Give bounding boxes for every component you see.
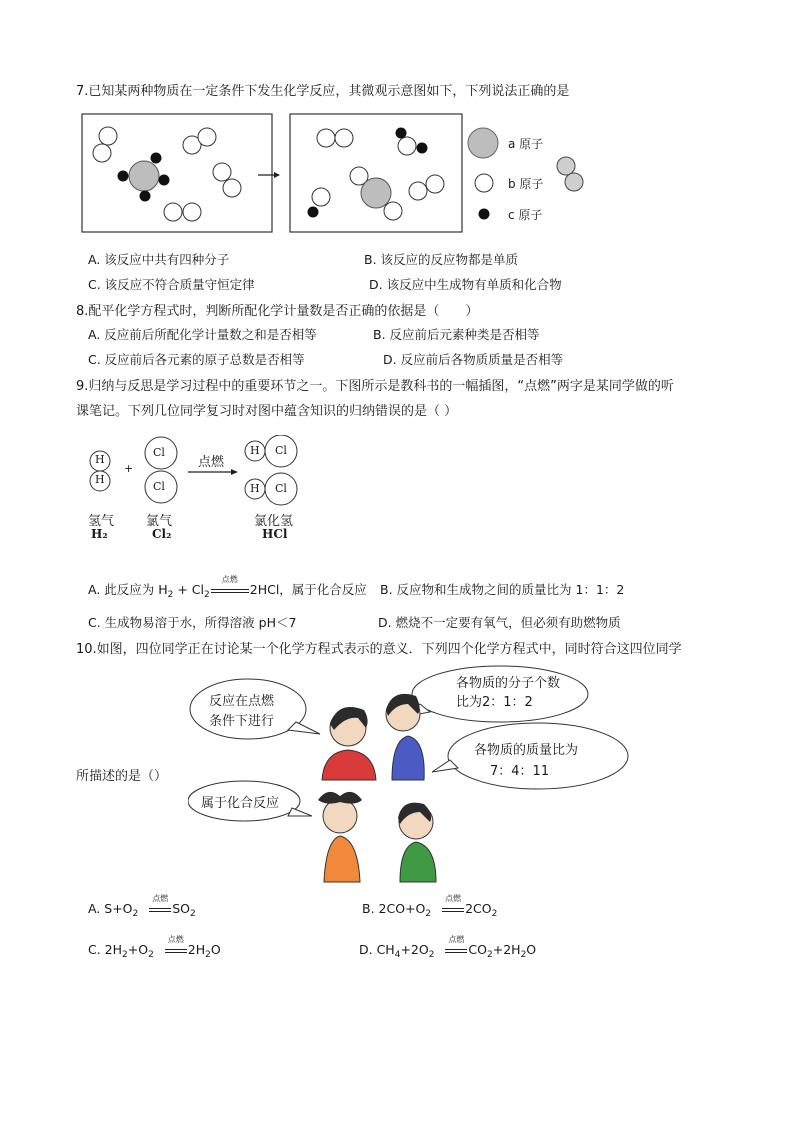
option-text: B. 2CO+O	[362, 901, 426, 916]
q7-option-c[interactable]: C. 该反应不符合质量守恒定律	[88, 277, 255, 292]
option-text: +O	[127, 942, 149, 957]
name-chlorine: 氯气	[146, 514, 173, 529]
bubble-3-line2: 7：4：11	[490, 764, 550, 779]
subscript: 2	[428, 950, 435, 960]
formula-hydrogen: H₂	[91, 527, 108, 541]
reaction-condition	[210, 575, 250, 597]
subscript: 4	[394, 950, 401, 960]
plus-sign: +	[124, 462, 134, 475]
q8-stem: 8.配平化学方程式时，判断所配化学计量数是否正确的依据是（ ）	[76, 304, 479, 319]
option-text: D. CH	[359, 942, 395, 957]
bubble-2-line2: 比为2：1：2	[456, 695, 533, 710]
option-text: A. S+O	[88, 901, 133, 916]
q10-option-d[interactable]	[359, 935, 537, 960]
arrow-label: 点燃	[198, 455, 225, 470]
option-text: CO	[468, 942, 487, 957]
reaction-condition	[444, 935, 468, 957]
subscript: 2	[167, 590, 174, 600]
bubble-1-line2: 条件下进行	[209, 714, 275, 729]
legend-a-label: a 原子	[508, 137, 544, 151]
subscript: 2	[487, 950, 493, 960]
q8-option-b[interactable]: B. 反应前后元素种类是否相等	[373, 327, 540, 342]
q10-stem-line1: 10.如图，四位同学正在讨论某一个化学方程式表示的意义．下列四个化学方程式中，同时符合这四位同学	[76, 642, 682, 657]
bubble-1-line1: 反应在点燃	[209, 694, 275, 709]
atom-cl-label: Cl	[275, 482, 287, 495]
q10-option-c[interactable]	[88, 935, 221, 960]
q9-option-c[interactable]: C. 生成物易溶于水，所得溶液 pH＜7	[88, 615, 297, 630]
atom-h-label: H	[95, 453, 105, 466]
q9-option-b[interactable]: B. 反应物和生成物之间的质量比为 1：1：2	[380, 582, 625, 597]
option-text: + Cl	[173, 582, 205, 597]
formula-chlorine: Cl₂	[152, 527, 172, 541]
condition-text: 点燃	[448, 935, 465, 944]
name-hydrogen-chloride: 氯化氢	[254, 514, 294, 529]
atom-h-label: H	[250, 444, 260, 457]
subscript: 2	[122, 950, 128, 960]
option-text: O	[526, 942, 537, 957]
atom-cl-label: Cl	[153, 480, 165, 493]
q8-option-a[interactable]: A. 反应前后所配化学计量数之和是否相等	[88, 327, 317, 342]
bubble-2-line1: 各物质的分子个数	[456, 676, 561, 691]
q9-option-d[interactable]: D. 燃烧不一定要有氧气，但必须有助燃物质	[378, 615, 621, 630]
subscript: 2	[204, 590, 210, 600]
option-text: 2H	[187, 942, 206, 957]
q7-option-d[interactable]: D. 该反应中生成物有单质和化合物	[369, 277, 562, 292]
option-text: +2O	[400, 942, 429, 957]
reaction-condition	[164, 935, 188, 957]
condition-text: 点燃	[167, 935, 184, 944]
option-text: C. 2H	[88, 942, 123, 957]
q7-micro-diagram	[76, 110, 794, 240]
option-text: O	[210, 942, 221, 957]
q9-stem-line2: 课笔记。下列几位同学复习时对图中蕴含知识的归纳错误的是（ ）	[76, 404, 458, 419]
option-text: 2CO	[465, 901, 492, 916]
subscript: 2	[148, 950, 154, 960]
subscript: 2	[520, 950, 527, 960]
atom-cl-label: Cl	[153, 446, 165, 459]
q7-option-b[interactable]: B. 该反应的反应物都是单质	[364, 252, 519, 267]
q8-option-d[interactable]: D. 反应前后各物质质量是否相等	[383, 352, 564, 367]
subscript: 2	[132, 909, 139, 919]
q10-stem-line2: 所描述的是（）	[76, 769, 168, 784]
option-text: 2HCl，属于化合反应	[249, 582, 367, 597]
subscript: 2	[190, 909, 196, 919]
legend-b-label: b 原子	[508, 177, 544, 191]
condition-text: 点燃	[445, 894, 462, 903]
reaction-condition	[148, 894, 172, 916]
bubble-3-line1: 各物质的质量比为	[474, 743, 579, 758]
condition-text: 点燃	[221, 575, 238, 584]
formula-hydrogen-chloride: HCl	[262, 527, 288, 541]
option-text: A. 此反应为 H	[88, 582, 168, 597]
subscript: 2	[491, 909, 498, 919]
condition-text: 点燃	[152, 894, 169, 903]
bubble-4: 属于化合反应	[201, 796, 280, 811]
q10-option-a[interactable]	[88, 894, 196, 919]
atom-cl-label: Cl	[275, 444, 287, 457]
atom-h-label: H	[95, 473, 105, 486]
q9-stem-line1: 9.归纳与反思是学习过程中的重要环节之一。下图所示是教科书的一幅插图，“点燃”两字是某同学做的听	[76, 379, 674, 394]
option-text: SO	[172, 901, 191, 916]
q8-option-c[interactable]: C. 反应前后各元素的原子总数是否相等	[88, 352, 305, 367]
q7-stem: 7.已知某两种物质在一定条件下发生化学反应，其微观示意图如下，下列说法正确的是	[76, 84, 570, 99]
name-hydrogen: 氢气	[88, 514, 115, 529]
subscript: 2	[205, 950, 211, 960]
q9-option-a[interactable]	[88, 575, 367, 600]
reaction-condition	[441, 894, 465, 916]
q10-option-b[interactable]	[362, 894, 498, 919]
legend-c-label: c 原子	[508, 208, 543, 222]
atom-h-label: H	[250, 482, 260, 495]
q7-option-a[interactable]: A. 该反应中共有四种分子	[88, 252, 230, 267]
option-text: +2H	[492, 942, 521, 957]
subscript: 2	[425, 909, 432, 919]
